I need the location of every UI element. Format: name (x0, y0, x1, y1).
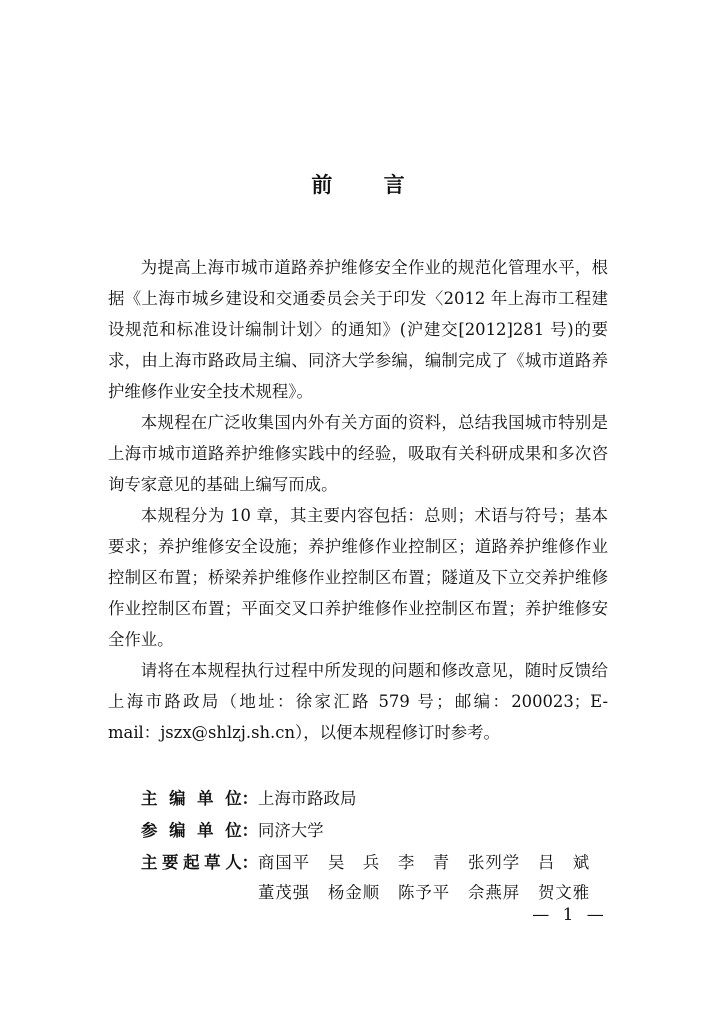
drafter-name: 吕 斌 (538, 853, 591, 872)
label-char: 草 (204, 853, 221, 872)
label-char: 要 (162, 853, 179, 872)
page-number: — 1 — (532, 905, 608, 925)
drafter-name: 吴 兵 (328, 853, 381, 872)
label-char: 主 (141, 789, 158, 808)
drafter-name: 李 青 (398, 853, 451, 872)
drafters-names (258, 848, 608, 908)
drafters-label (108, 848, 258, 908)
label-char: 参 (141, 821, 158, 840)
drafter-name: 贺文雅 (538, 883, 591, 902)
label-char: 人： (225, 853, 258, 872)
drafter-name: 张列学 (468, 853, 521, 872)
drafter-name: 佘燕屏 (468, 883, 521, 902)
label-char: 起 (183, 853, 200, 872)
paragraph-2: 本规程在广泛收集国内外有关方面的资料，总结我国城市特别是上海市城市道路养护维修实践中的经验，吸取有关科研成果和多次咨询专家意见的基础上编写而成。 (108, 413, 608, 494)
label-char: 单 (197, 821, 214, 840)
label-char: 主 (141, 853, 158, 872)
label-char: 编 (169, 821, 186, 840)
credit-drafters (108, 848, 628, 908)
participant-unit-value: 同济大学 (258, 821, 324, 840)
drafter-name: 杨金顺 (328, 883, 381, 902)
drafter-name: 董茂强 (258, 883, 311, 902)
chief-unit-label (108, 784, 258, 814)
label-char: 单 (197, 789, 214, 808)
body-text (108, 252, 608, 748)
page-title: 前 言 (311, 173, 427, 197)
chief-unit-value: 上海市路政局 (258, 789, 357, 808)
credits-block (108, 784, 628, 910)
credit-chief-unit (108, 784, 628, 814)
drafter-name: 商国平 (258, 853, 311, 872)
drafter-name: 陈予平 (398, 883, 451, 902)
label-char: 位： (225, 789, 258, 808)
paragraph-4: 请将在本规程执行过程中所发现的问题和修改意见，随时反馈给上海市路政局（地址：徐家汇路 579 号；邮编：200023；E-mail：jszx@shlzj.sh.cn），以便本规程修订时参考。 (108, 661, 608, 742)
participant-unit-label (108, 816, 258, 846)
paragraph-1: 为提高上海市城市道路养护维修安全作业的规范化管理水平，根据《上海市城乡建设和交通委员会关于印发〈2012 年上海市工程建设规范和标准设计编制计划〉的通知》(沪建交[2012]281 号)的要求，由上海市路政局主编、同济大学参编，编制完成了《城市道路养护维修作业安全技术规程》。 (108, 258, 608, 401)
label-char: 位： (225, 821, 258, 840)
credit-participant-unit (108, 816, 628, 846)
paragraph-3: 本规程分为 10 章，其主要内容包括：总则；术语与符号；基本要求；养护维修安全设施；养护维修作业控制区；道路养护维修作业控制区布置；桥梁养护维修作业控制区布置；隧道及下立交养护维修作业控制区布置；平面交叉口养护维修作业控制区布置；养护维修安全作业。 (108, 506, 608, 649)
label-char: 编 (169, 789, 186, 808)
